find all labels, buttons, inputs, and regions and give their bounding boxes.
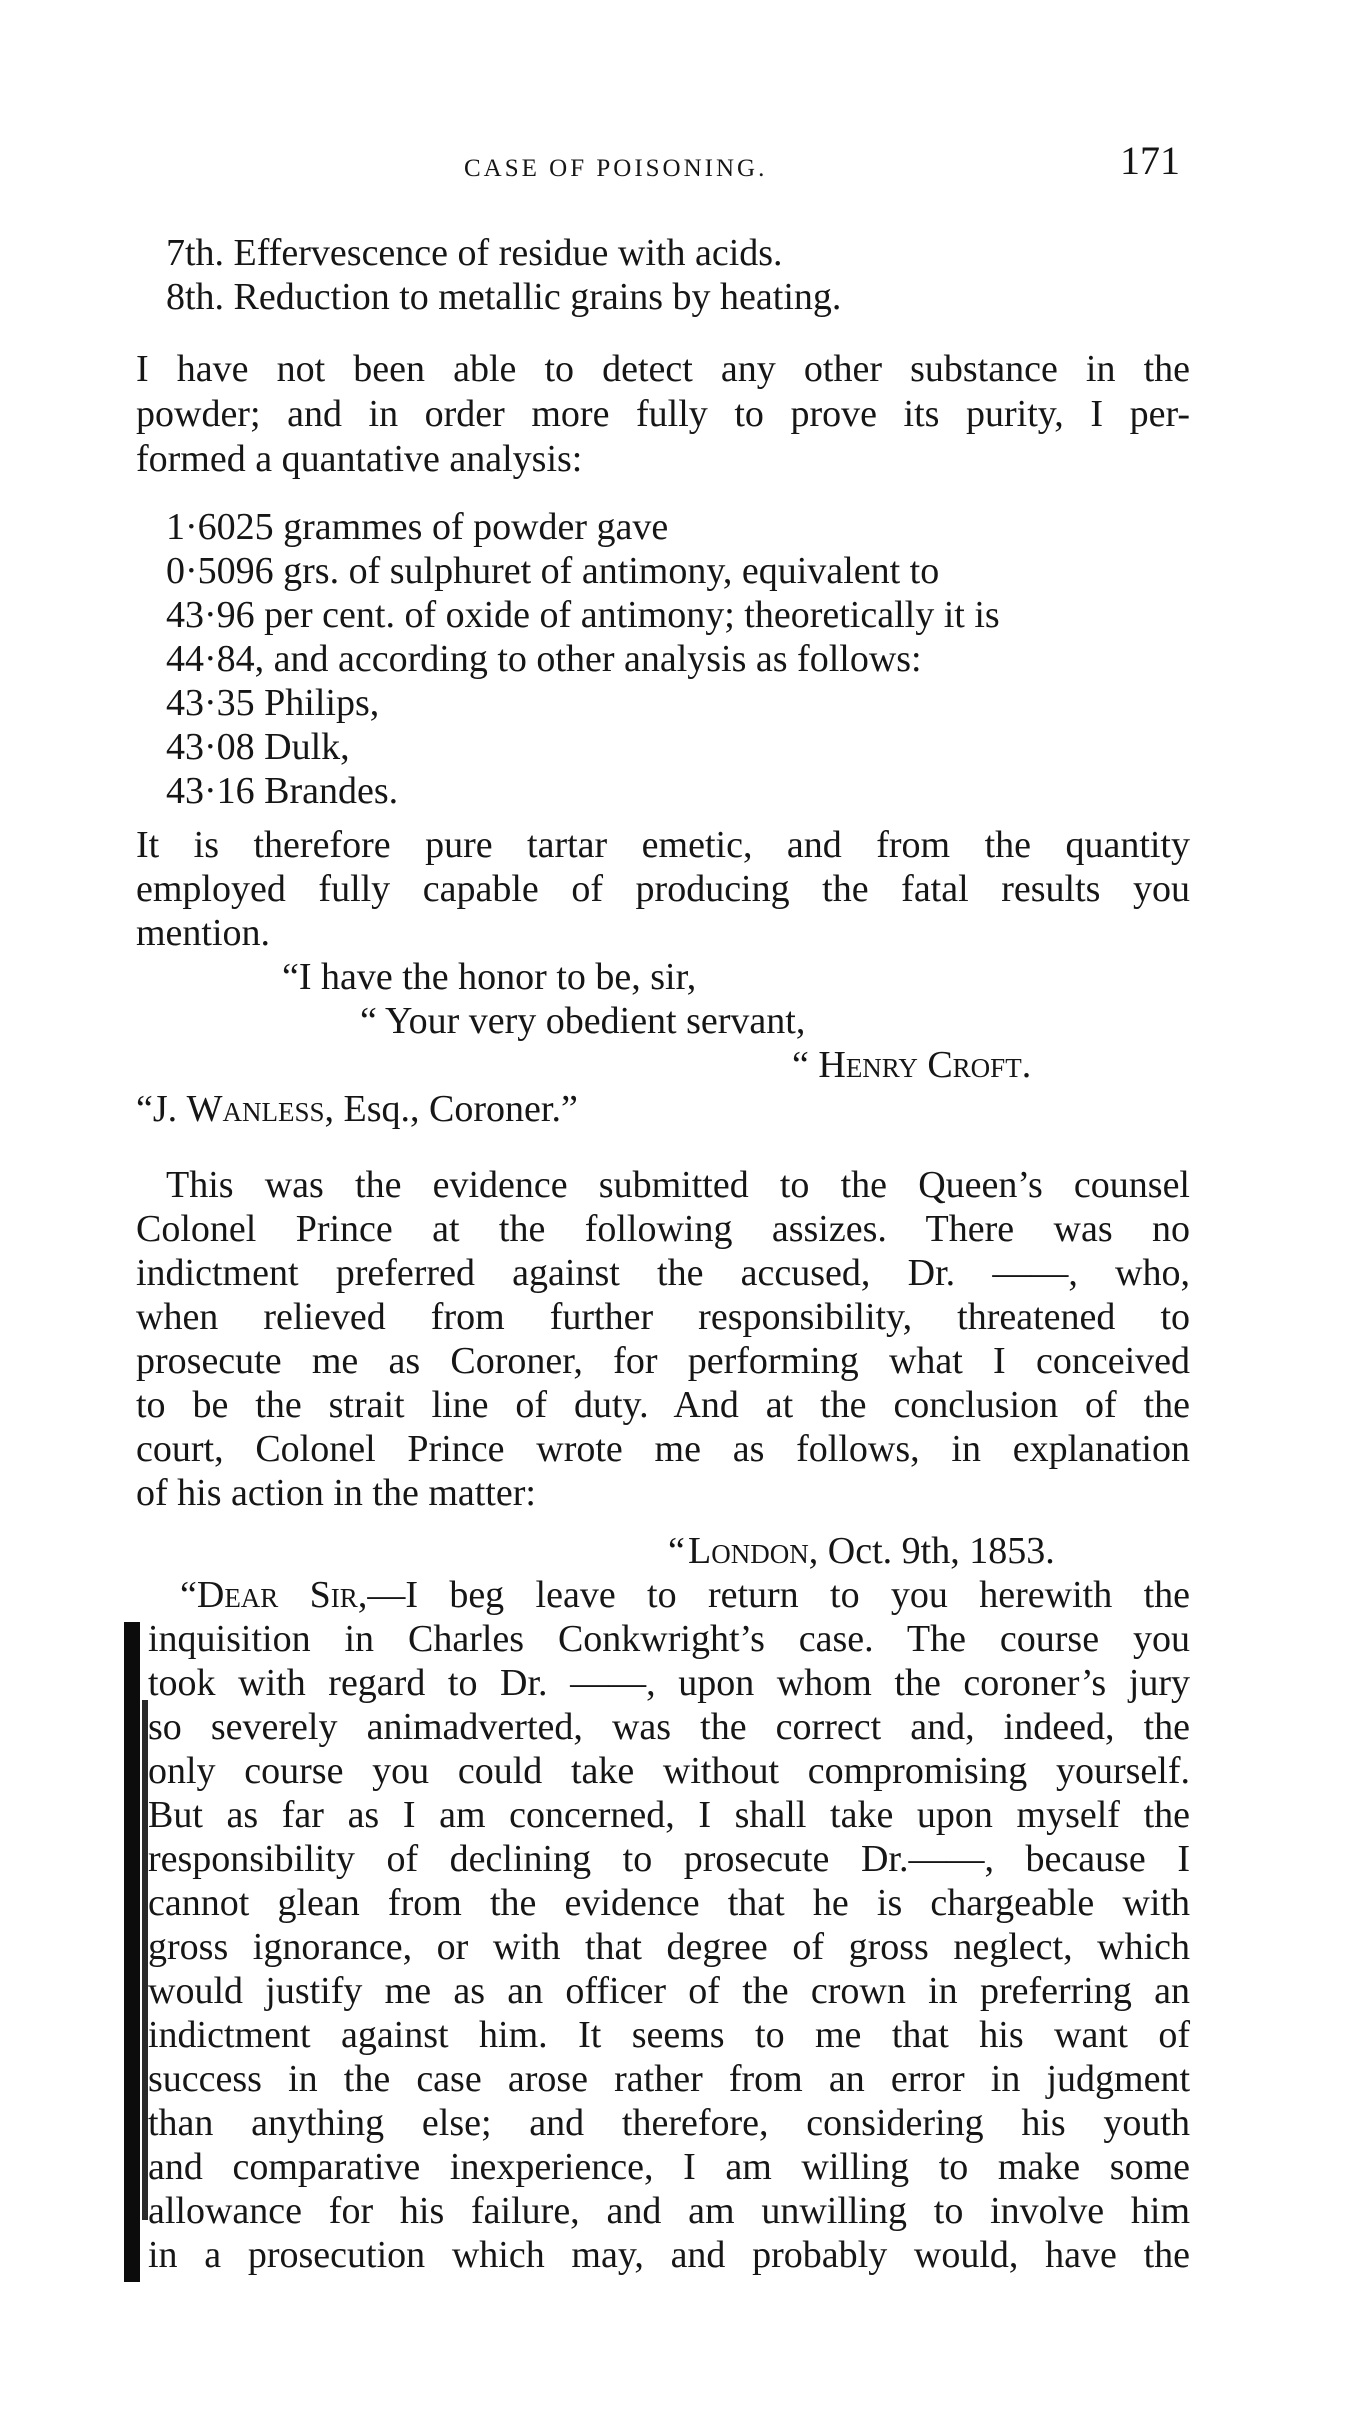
addressee bbox=[136, 1088, 578, 1130]
letter-place: London bbox=[688, 1530, 809, 1572]
addressee-name: Wanless bbox=[186, 1088, 325, 1130]
paragraph-line: prosecute me as Coroner, for performing what I conceived bbox=[136, 1340, 1190, 1382]
letter-line: took with regard to Dr. ——, upon whom the coroner’s jury bbox=[148, 1662, 1190, 1704]
paragraph-line: of his action in the matter: bbox=[136, 1472, 536, 1514]
letter-date: , Oct. 9th, 1853. bbox=[808, 1530, 1055, 1572]
paragraph-line: powder; and in order more fully to prove its purity, I per- bbox=[136, 393, 1190, 435]
letter-line: and comparative inexperience, I am willing to make some bbox=[148, 2146, 1190, 2188]
paragraph-line: employed fully capable of producing the fatal results you bbox=[136, 868, 1190, 910]
letter-line: gross ignorance, or with that degree of gross neglect, which bbox=[148, 1926, 1190, 1968]
analysis-line: 43·35 Philips, bbox=[166, 682, 380, 724]
letter-line: But as far as I am concerned, I shall take upon myself the bbox=[148, 1794, 1190, 1836]
analysis-line: 43·16 Brandes. bbox=[166, 770, 399, 812]
binding-shadow-edge bbox=[142, 1700, 148, 2220]
paragraph-line: It is therefore pure tartar emetic, and from the quantity bbox=[136, 824, 1190, 866]
paragraph-line: when relieved from further responsibility, threatened to bbox=[136, 1296, 1190, 1338]
test-item: 7th. Effervescence of residue with acids. bbox=[166, 232, 783, 274]
letter-line: allowance for his failure, and am unwilling to involve him bbox=[148, 2190, 1190, 2232]
analysis-line: 1·6025 grammes of powder gave bbox=[166, 506, 669, 548]
letter-line: in a prosecution which may, and probably would, have the bbox=[148, 2234, 1190, 2276]
letter-line: so severely animadverted, was the correct and, indeed, the bbox=[148, 1706, 1190, 1748]
paragraph-line: indictment preferred against the accused, Dr. ——, who, bbox=[136, 1252, 1190, 1294]
paragraph-line: to be the strait line of duty. And at the conclusion of the bbox=[136, 1384, 1190, 1426]
test-item: 8th. Reduction to metallic grains by heating. bbox=[166, 276, 842, 318]
page-number: 171 bbox=[1120, 138, 1180, 183]
letter-line: cannot glean from the evidence that he is chargeable with bbox=[148, 1882, 1190, 1924]
addressee-rest: , Esq., Coroner.” bbox=[324, 1088, 578, 1130]
letter-line: indictment against him. It seems to me that his want of bbox=[148, 2014, 1190, 2056]
letter-first-line: ,—I beg leave to return to you herewith the bbox=[357, 1574, 1190, 1616]
letter-opening: “Dear Sir,—I beg leave to return to you herewith the bbox=[180, 1574, 1190, 1616]
letter-line: inquisition in Charles Conkwright’s case. The course you bbox=[148, 1618, 1190, 1660]
signature bbox=[792, 1044, 1031, 1086]
paragraph-line: formed a quantative analysis: bbox=[136, 438, 583, 480]
closing-line: “I have the honor to be, sir, bbox=[282, 956, 697, 998]
letter-salutation: Dear Sir bbox=[196, 1574, 358, 1616]
letter-dateline: “ London, Oct. 9th, 1853. bbox=[668, 1530, 1055, 1572]
analysis-line: 43·08 Dulk, bbox=[166, 726, 350, 768]
closing-line: “ Your very obedient servant, bbox=[360, 1000, 806, 1042]
binding-shadow bbox=[124, 1622, 140, 2282]
paragraph-line: I have not been able to detect any other substance in the bbox=[136, 348, 1190, 390]
letter-line: than anything else; and therefore, considering his youth bbox=[148, 2102, 1190, 2144]
paragraph-line: court, Colonel Prince wrote me as follows, in explanation bbox=[136, 1428, 1190, 1470]
letter-line: would justify me as an officer of the crown in preferring an bbox=[148, 1970, 1190, 2012]
paragraph-line: Colonel Prince at the following assizes. There was no bbox=[136, 1208, 1190, 1250]
paragraph-line: mention. bbox=[136, 912, 271, 954]
letter-line: only course you could take without compromising yourself. bbox=[148, 1750, 1190, 1792]
letter-line: responsibility of declining to prosecute Dr.——, because I bbox=[148, 1838, 1190, 1880]
running-title: CASE OF POISONING. bbox=[464, 155, 768, 182]
addressee-prefix: “J. bbox=[136, 1088, 187, 1130]
analysis-line: 44·84, and according to other analysis as follows: bbox=[166, 638, 922, 680]
signature-quote: “ bbox=[792, 1044, 819, 1086]
signature-name: Henry Croft. bbox=[818, 1044, 1032, 1086]
analysis-line: 43·96 per cent. of oxide of antimony; theoretically it is bbox=[166, 594, 1000, 636]
analysis-line: 0·5096 grs. of sulphuret of antimony, equivalent to bbox=[166, 550, 940, 592]
letter-line: success in the case arose rather from an error in judgment bbox=[148, 2058, 1190, 2100]
paragraph-line: This was the evidence submitted to the Queen’s counsel bbox=[166, 1164, 1190, 1206]
